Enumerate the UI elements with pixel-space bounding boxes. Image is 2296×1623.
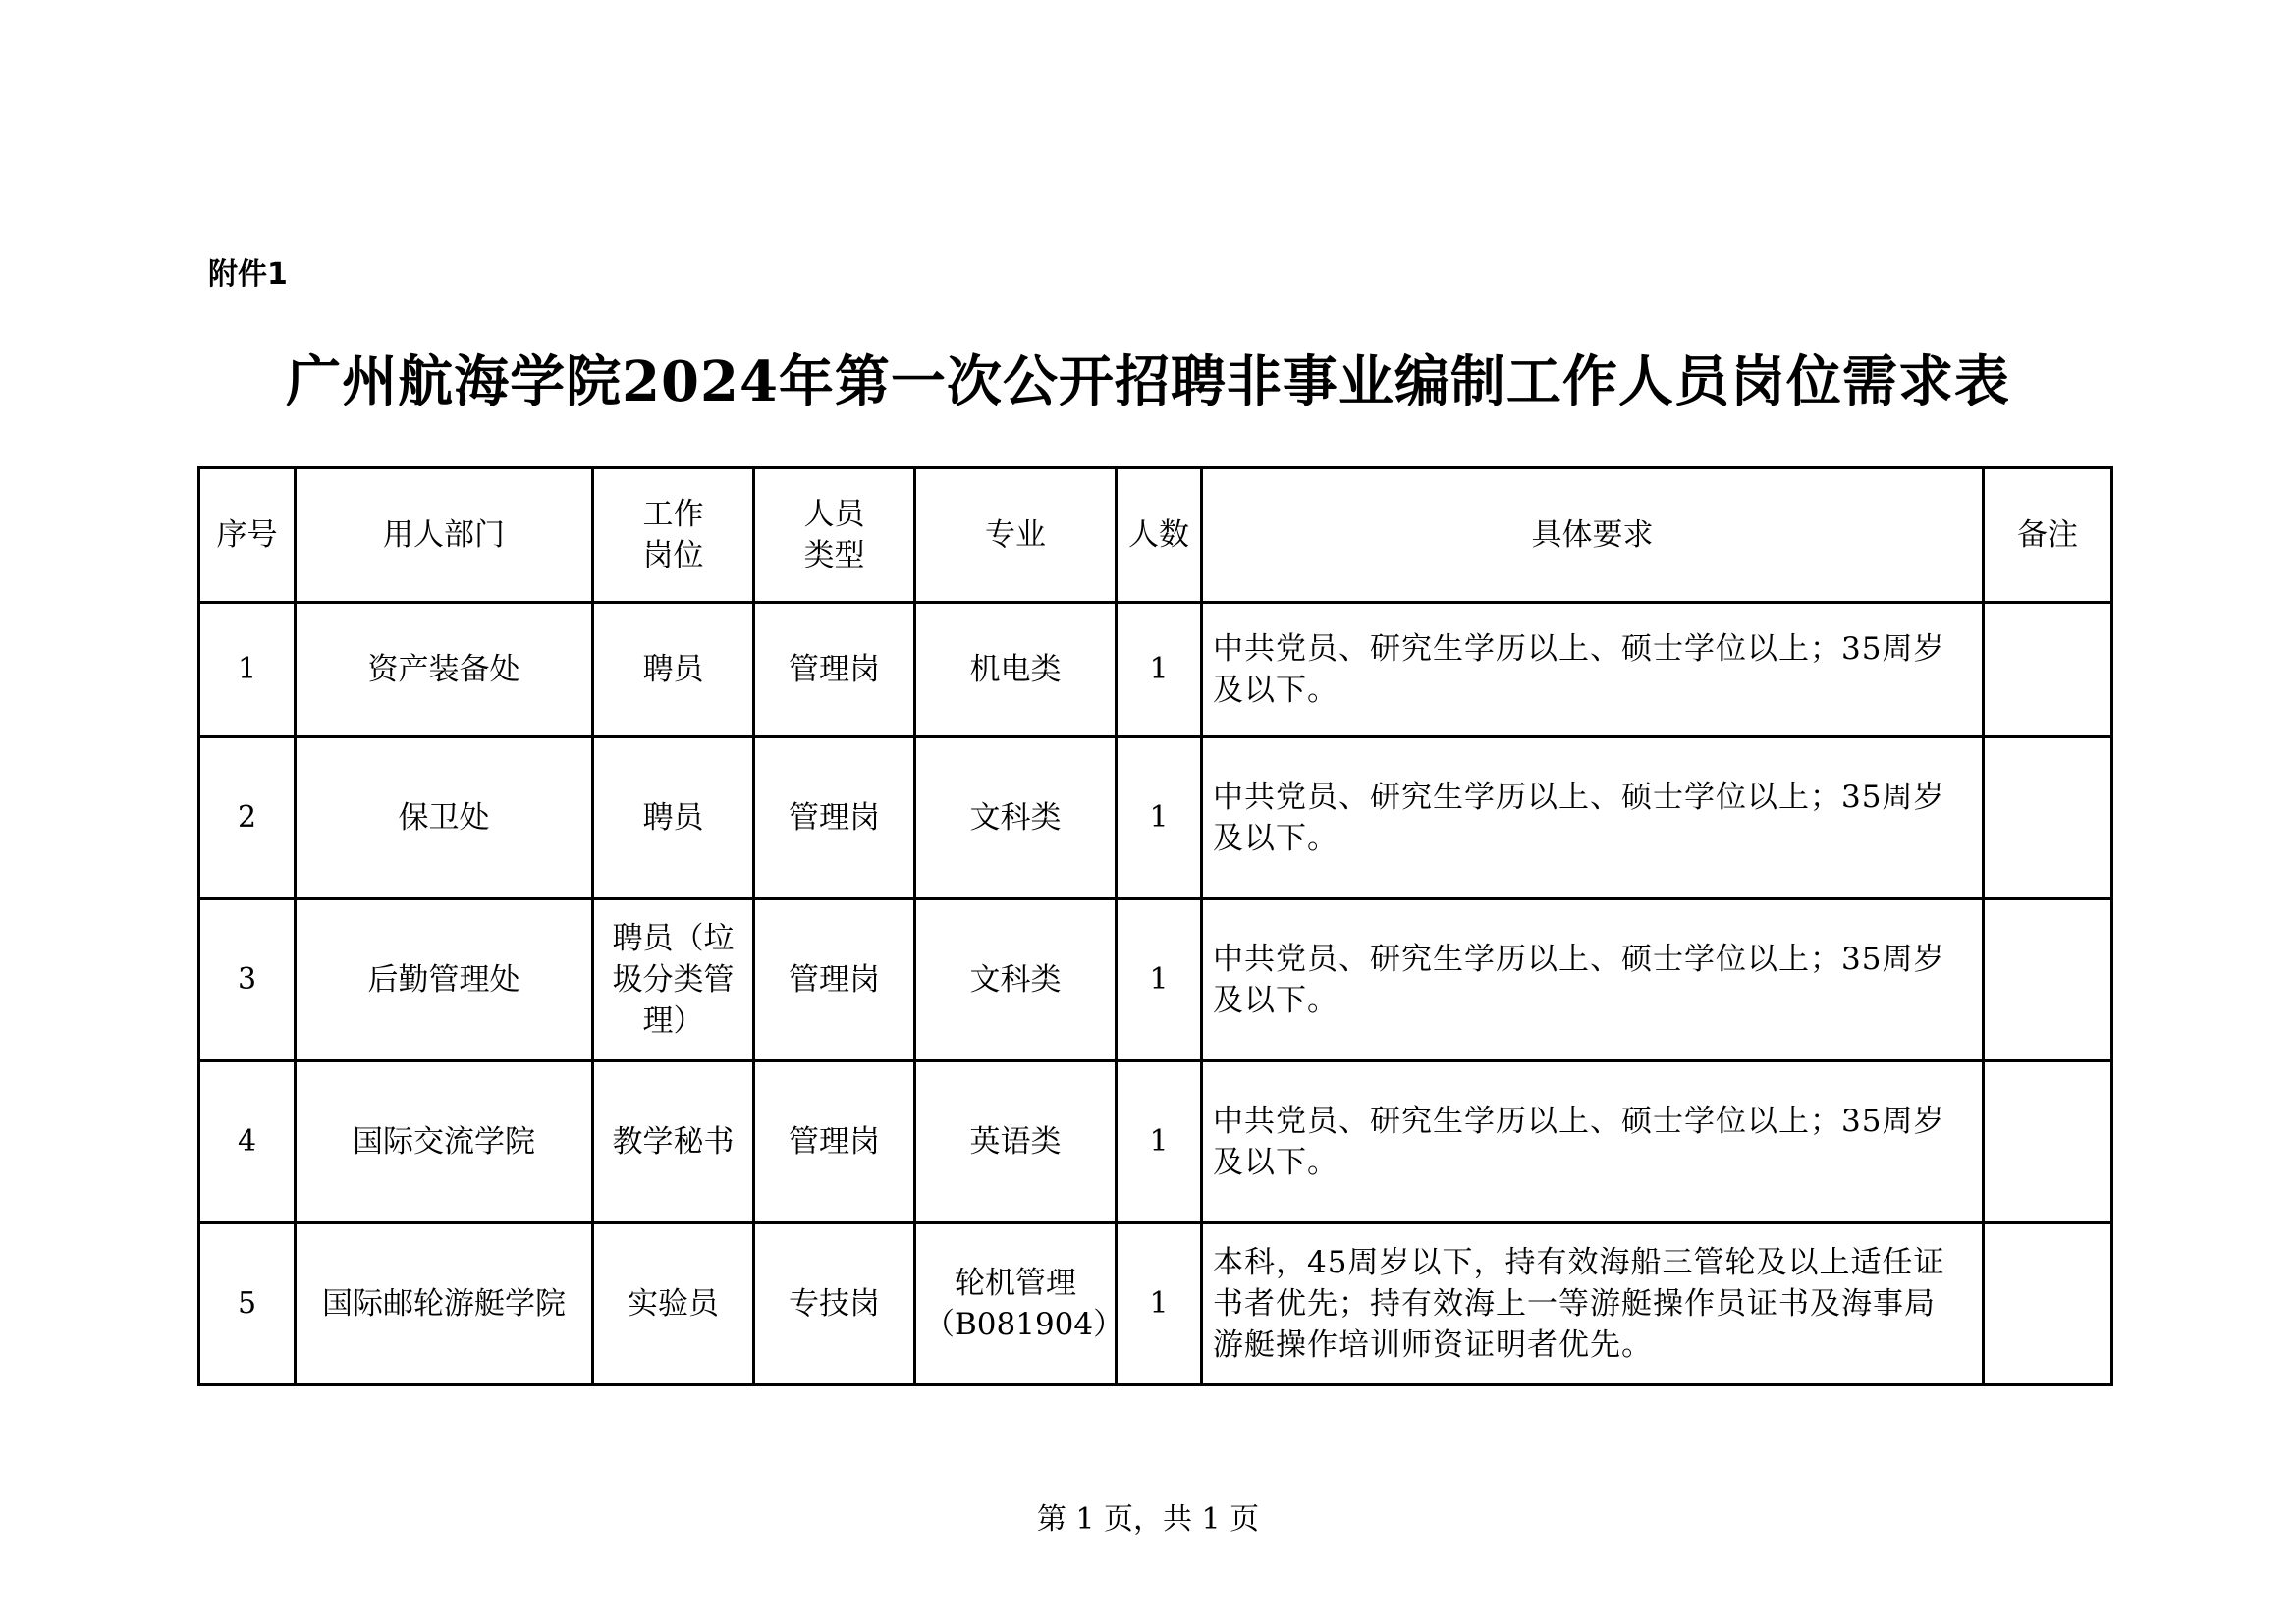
cell-post: 聘员	[593, 603, 754, 737]
cell-type: 管理岗	[754, 1061, 915, 1223]
table-row	[199, 899, 2112, 1061]
table-row	[199, 603, 2112, 737]
document-title: 广州航海学院2024年第一次公开招聘非事业编制工作人员岗位需求表	[286, 350, 2010, 414]
cell-dept: 保卫处	[296, 737, 593, 899]
header-dept: 用人部门	[296, 468, 593, 603]
cell-count: 1	[1117, 1223, 1202, 1385]
position-requirements-table	[197, 466, 2113, 1386]
header-notes: 备注	[1984, 468, 2112, 603]
cell-dept: 资产装备处	[296, 603, 593, 737]
cell-seq: 1	[199, 603, 296, 737]
page-footer: 第 1 页，共 1 页	[1036, 1502, 1260, 1537]
header-seq: 序号	[199, 468, 296, 603]
cell-count: 1	[1117, 1061, 1202, 1223]
cell-requirements: 中共党员、研究生学历以上、硕士学位以上；35周岁及以下。	[1202, 899, 1984, 1061]
cell-post: 聘员	[593, 737, 754, 899]
cell-post: 实验员	[593, 1223, 754, 1385]
cell-major	[915, 1223, 1124, 1385]
header-type-line1: 人员	[803, 497, 865, 532]
cell-major-name: 文科类	[969, 800, 1062, 836]
cell-notes	[1984, 1061, 2112, 1223]
cell-major-name: 机电类	[969, 652, 1062, 687]
cell-seq: 3	[199, 899, 296, 1061]
cell-notes	[1984, 603, 2112, 737]
header-type-line2: 类型	[803, 538, 865, 573]
cell-major	[915, 603, 1117, 737]
cell-major-name: 轮机管理	[955, 1266, 1076, 1301]
cell-type: 管理岗	[754, 899, 915, 1061]
cell-requirements: 中共党员、研究生学历以上、硕士学位以上；35周岁及以下。	[1202, 603, 1984, 737]
cell-seq: 5	[199, 1223, 296, 1385]
table-row	[199, 737, 2112, 899]
cell-count: 1	[1117, 737, 1202, 899]
cell-requirements: 中共党员、研究生学历以上、硕士学位以上；35周岁及以下。	[1202, 1061, 1984, 1223]
table-header-row	[199, 468, 2112, 603]
cell-major-name: 文科类	[969, 962, 1062, 998]
cell-notes	[1984, 899, 2112, 1061]
cell-dept: 后勤管理处	[296, 899, 593, 1061]
table-row	[199, 1223, 2112, 1385]
cell-requirements: 本科，45周岁以下，持有效海船三管轮及以上适任证书者优先；持有效海上一等游艇操作员证书及海事局游艇操作培训师资证明者优先。	[1202, 1223, 1984, 1385]
table-row	[199, 1061, 2112, 1223]
header-type	[754, 468, 915, 603]
cell-requirements: 中共党员、研究生学历以上、硕士学位以上；35周岁及以下。	[1202, 737, 1984, 899]
cell-major	[915, 1061, 1117, 1223]
cell-notes	[1984, 737, 2112, 899]
header-major: 专业	[915, 468, 1117, 603]
cell-major	[915, 737, 1117, 899]
cell-type: 管理岗	[754, 603, 915, 737]
cell-post: 教学秘书	[593, 1061, 754, 1223]
cell-type: 专技岗	[754, 1223, 915, 1385]
cell-major-code: （B081904）	[924, 1307, 1124, 1342]
cell-post: 聘员（垃圾分类管理）	[593, 899, 754, 1061]
cell-seq: 4	[199, 1061, 296, 1223]
header-count: 人数	[1117, 468, 1202, 603]
header-post-line2: 岗位	[642, 538, 704, 573]
cell-dept: 国际邮轮游艇学院	[296, 1223, 593, 1385]
attachment-label: 附件1	[208, 257, 288, 292]
header-requirements: 具体要求	[1202, 468, 1984, 603]
cell-major-name: 英语类	[969, 1124, 1062, 1160]
header-post	[593, 468, 754, 603]
cell-count: 1	[1117, 899, 1202, 1061]
header-post-line1: 工作	[642, 497, 704, 532]
cell-type: 管理岗	[754, 737, 915, 899]
cell-count: 1	[1117, 603, 1202, 737]
cell-seq: 2	[199, 737, 296, 899]
cell-dept: 国际交流学院	[296, 1061, 593, 1223]
cell-notes	[1984, 1223, 2112, 1385]
cell-major	[915, 899, 1117, 1061]
